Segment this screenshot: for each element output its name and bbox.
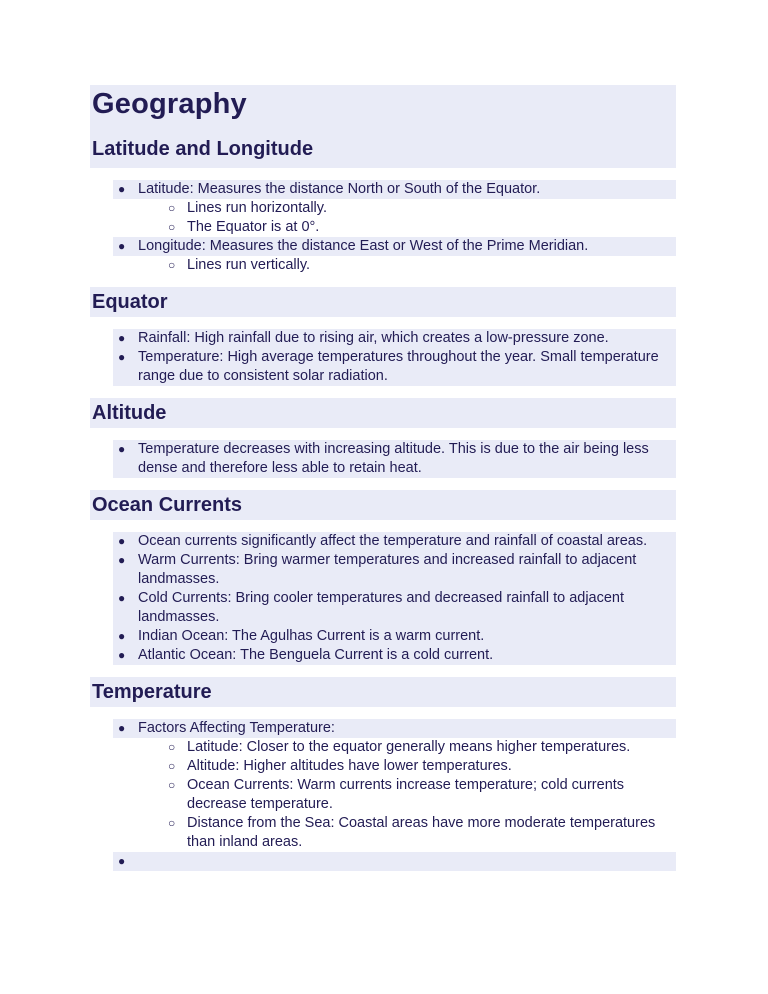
section-heading-latitude-and-longitude: Latitude and Longitude [92,138,314,160]
circle-bullet-icon: ○ [168,778,176,792]
list-equator [90,329,676,386]
list-item [113,180,676,199]
list-item-text: Altitude: Higher altitudes have lower temperatures. [187,758,512,774]
circle-bullet-icon: ○ [168,740,176,754]
list-ocean-currents [90,532,676,665]
list-item [113,256,676,275]
list-item [113,776,676,814]
list-temperature [90,719,676,871]
list-item-text: Ocean currents significantly affect the temperature and rainfall of coastal areas. [138,533,648,549]
list-item-text: Temperature: High average temperatures throughout the year. Small temperature range due to consistent solar radiation. [138,349,659,384]
list-item-text [138,852,670,871]
bullet-icon: ● [118,721,126,735]
section-heading-temperature: Temperature [90,677,676,707]
list-item-text: Indian Ocean: The Agulhas Current is a warm current. [138,628,485,644]
list-item [113,627,676,646]
list-item-text: Latitude: Measures the distance North or South of the Equator. [138,181,541,197]
list-item-text: Latitude: Closer to the equator generally means higher temperatures. [187,739,631,755]
circle-bullet-icon: ○ [168,258,176,272]
circle-bullet-icon: ○ [168,759,176,773]
bullet-icon: ● [118,331,126,345]
bullet-icon: ● [118,629,126,643]
list-item-text: Warm Currents: Bring warmer temperatures and increased rainfall to adjacent landmasses. [138,552,637,587]
list-item-text: Longitude: Measures the distance East or West of the Prime Meridian. [138,238,589,254]
list-item-text: Cold Currents: Bring cooler temperatures and decreased rainfall to adjacent landmasses. [138,590,625,625]
list-item-text: Distance from the Sea: Coastal areas have more moderate temperatures than inland areas. [187,815,656,850]
list-item-text: Temperature decreases with increasing altitude. This is due to the air being less dense and therefore less able to retain heat. [138,441,649,476]
list-item-text: Lines run horizontally. [187,200,327,216]
list-item [113,589,676,627]
list-item-text: The Equator is at 0°. [187,219,320,235]
list-item [113,646,676,665]
list-item [113,199,676,218]
document-body [90,85,676,871]
list-item [113,329,676,348]
bullet-icon: ● [118,591,126,605]
circle-bullet-icon: ○ [168,201,176,215]
bullet-icon: ● [118,182,126,196]
bullet-icon: ● [118,553,126,567]
bullet-icon: ● [118,534,126,548]
list-item [113,814,676,852]
list-item-text: Atlantic Ocean: The Benguela Current is a cold current. [138,647,494,663]
list-item [113,757,676,776]
list-item-empty [113,852,676,871]
section-heading-equator: Equator [90,287,676,317]
document-title: Geography [92,88,247,120]
list-item [113,738,676,757]
section-heading-altitude: Altitude [90,398,676,428]
bullet-icon: ● [118,854,126,868]
list-item [113,237,676,256]
bullet-icon: ● [118,239,126,253]
list-item [113,348,676,386]
list-item [113,551,676,589]
list-item-text: Factors Affecting Temperature: [138,720,335,736]
list-item [113,719,676,738]
list-item-text: Rainfall: High rainfall due to rising air, which creates a low-pressure zone. [138,330,609,346]
list-item [113,532,676,551]
list-altitude [90,440,676,478]
section-heading-ocean-currents: Ocean Currents [90,490,676,520]
bullet-icon: ● [118,648,126,662]
list-item-text: Lines run vertically. [187,257,311,273]
title-block [90,85,676,168]
list-latitude-and-longitude [90,180,676,275]
circle-bullet-icon: ○ [168,816,176,830]
bullet-icon: ● [118,350,126,364]
list-item [113,218,676,237]
list-item [113,440,676,478]
list-item-text: Ocean Currents: Warm currents increase temperature; cold currents decrease temperature. [187,777,625,812]
circle-bullet-icon: ○ [168,220,176,234]
bullet-icon: ● [118,442,126,456]
